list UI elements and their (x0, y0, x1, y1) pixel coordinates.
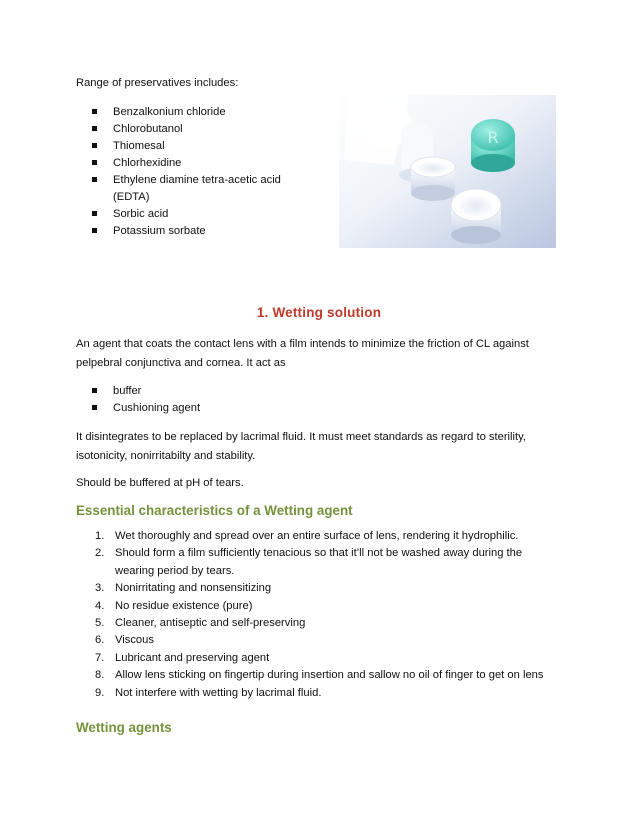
item-number: 6. (95, 634, 105, 647)
list-item (95, 580, 543, 597)
list-item (95, 632, 543, 649)
preservatives-list (90, 104, 281, 240)
item-text: Nonirritating and nonsensitizing (115, 582, 272, 595)
paragraph-line: isotonicity, nonirritabilty and stability. (76, 450, 256, 462)
list-item (95, 615, 543, 632)
characteristics-list (95, 528, 543, 702)
item-text: Wet thoroughly and spread over an entire surface of lens, rendering it hydrophilic. (115, 530, 519, 542)
paragraph-line: Should be buffered at pH of tears. (76, 477, 244, 489)
paragraph-line: An agent that coats the contact lens with a film intends to minimize the friction of CL against (76, 338, 529, 350)
lens-cap-letter: R (487, 128, 499, 147)
item-text: Cleaner, antiseptic and self-preserving (115, 616, 306, 629)
list-item: Chlorobutanol (90, 121, 281, 138)
item-text: No residue existence (pure) (115, 599, 253, 612)
item-text: Viscous (115, 634, 154, 647)
lens-case-photo (339, 95, 556, 248)
essential-characteristics-heading: Essential characteristics of a Wetting agent (76, 503, 353, 518)
list-item: buffer (90, 383, 200, 400)
list-item: Ethylene diamine tetra-acetic acid (90, 172, 281, 189)
paragraph-line: pelpebral conjunctiva and cornea. It act as (76, 357, 286, 369)
list-item (95, 650, 543, 667)
item-text: Allow lens sticking on fingertip during insertion and sallow no oil of finger to get on lens (115, 669, 544, 682)
item-number: 5. (95, 616, 105, 629)
list-item: Thiomesal (90, 138, 281, 155)
item-number: 7. (95, 651, 105, 664)
list-item-continuation: (EDTA) (113, 191, 150, 203)
list-item (95, 598, 543, 615)
section-title-wetting-solution: 1. Wetting solution (256, 305, 382, 320)
list-item: Benzalkonium chloride (90, 104, 281, 121)
item-number: 8. (95, 669, 105, 682)
item-text: Should form a film sufficiently tenacious so that it’ll not be washed away during the (115, 547, 523, 560)
list-item: Sorbic acid (90, 206, 281, 223)
item-number: 1. (95, 530, 105, 542)
item-text: wearing period by tears. (115, 564, 235, 577)
list-item (95, 528, 543, 545)
list-item (95, 667, 543, 684)
list-item: Chlorhexidine (90, 155, 281, 172)
item-text: Lubricant and preserving agent (115, 651, 270, 664)
list-item-continuation (95, 563, 543, 580)
list-item: Cushioning agent (90, 400, 200, 417)
item-number: 9. (95, 686, 105, 699)
preservatives-intro: Range of preservatives includes: (76, 77, 239, 89)
list-item (95, 545, 543, 562)
list-item (95, 685, 543, 702)
paragraph-line: It disintegrates to be replaced by lacrimal fluid. It must meet standards as regard to sterility, (76, 431, 526, 443)
item-number: 2. (95, 547, 105, 560)
item-text: Not interfere with wetting by lacrimal fluid. (115, 686, 322, 699)
list-item: Potassium sorbate (90, 223, 281, 240)
wetting-agents-heading: Wetting agents (76, 720, 172, 735)
item-number: 4. (95, 599, 105, 612)
acts-as-list (90, 383, 200, 417)
item-number: 3. (95, 582, 105, 595)
